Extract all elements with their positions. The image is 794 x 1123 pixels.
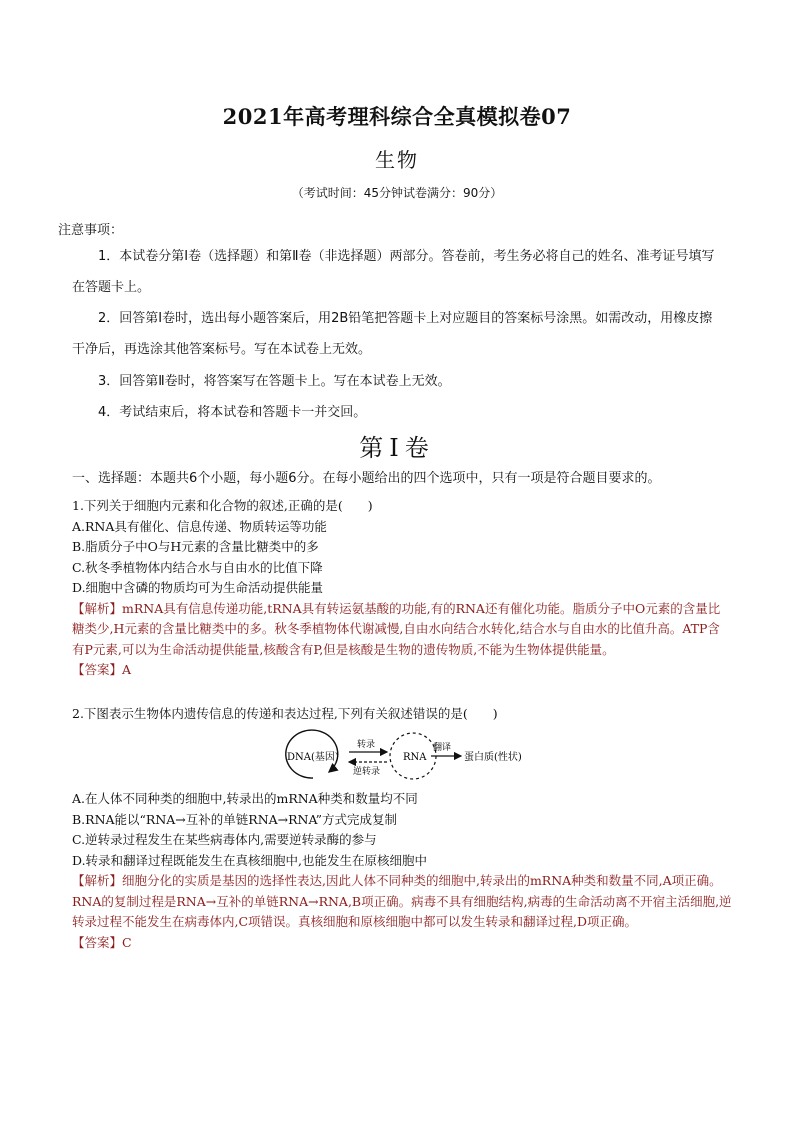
question-stem: 1.下列关于细胞内元素和化合物的叙述,正确的是( ) xyxy=(72,498,373,513)
exam-info: （考试时间：45分钟试卷满分：90分） xyxy=(291,186,503,200)
option-b: B.脂质分子中O与H元素的含量比糖类中的多 xyxy=(72,539,319,554)
dna-label: DNA(基因) xyxy=(287,752,339,763)
notice-item-4: 4．考试结束后，将本试卷和答题卡一并交回。 xyxy=(98,405,367,420)
subject-title: 生物 xyxy=(375,148,419,172)
option-c: C.秋冬季植物体内结合水与自由水的比值下降 xyxy=(72,559,323,575)
question-2-options xyxy=(72,789,732,953)
answer: 【答案】A xyxy=(72,662,132,677)
notice-heading: 注意事项： xyxy=(58,223,124,238)
exam-title: 2021年高考理科综合全真模拟卷07 xyxy=(222,104,572,129)
option-a: A.在人体不同种类的细胞中,转录出的mRNA种类和数量均不同 xyxy=(72,791,418,806)
notice-item-1: 1．本试卷分第Ⅰ卷（选择题）和第Ⅱ卷（非选择题）两部分。答卷前，考生务必将自己的姓名、准考证号填写在答题卡上。 xyxy=(72,249,715,295)
section-intro: 一、选择题：本题共6个小题，每小题6分。在每小题给出的四个选项中，只有一项是符合题目要求的。 xyxy=(72,471,661,486)
central-dogma-diagram xyxy=(265,728,535,784)
option-d: D.细胞中含磷的物质均可为生命活动提供能量 xyxy=(72,580,324,595)
answer: 【答案】C xyxy=(72,934,132,950)
analysis: 【解析】细胞分化的实质是基因的选择性表达,因此人体不同种类的细胞中,转录出的mRNA种类和数量不同,A项正确。RNA的复制过程是RNA→互补的单链RNA→RNA,B项正确。病毒不具有细胞结构,病毒的生命活动离不开宿主活细胞,逆转录过程不能发生在病毒体内,C项错误。真核细胞和原核细胞中都可以发生转录和翻译过程,D项正确。 xyxy=(72,873,732,929)
option-a: A.RNA具有催化、信息传递、物质转运等功能 xyxy=(72,518,327,534)
notice-item-3: 3．回答第Ⅱ卷时，将答案写在答题卡上。写在本试卷上无效。 xyxy=(98,374,451,389)
transcription-label: 转录 xyxy=(357,740,376,750)
analysis: 【解析】mRNA具有信息传递功能,tRNA具有转运氨基酸的功能,有的RNA还有催化功能。脂质分子中O元素的含量比糖类少,H元素的含量比糖类中的多。秋冬季植物体代谢减慢,自由水向结合水转化,结合水与自由水的比值升高。ATP含有P元素,可以为生命活动提供能量,核酸含有P,但是核酸是生物的遗传物质,不能为生物体提供能量。 xyxy=(72,600,721,657)
rna-label: RNA xyxy=(403,752,427,763)
option-c: C.逆转录过程发生在某些病毒体内,需要逆转录酶的参与 xyxy=(72,832,377,847)
option-b: B.RNA能以“RNA→互补的单链RNA→RNA”方式完成复制 xyxy=(72,811,398,827)
reverse-transcription-label: 逆转录 xyxy=(353,767,381,777)
notice-item-2: 2．回答第Ⅰ卷时，选出每小题答案后，用2B铅笔把答题卡上对应题目的答案标号涂黑。如需改动，用橡皮擦干净后，再选涂其他答案标号。写在本试卷上无效。 xyxy=(72,311,713,357)
question-2 xyxy=(72,704,732,725)
volume-title: 第Ⅰ卷 xyxy=(359,434,435,462)
question-stem: 2.下图表示生物体内遗传信息的传递和表达过程,下列有关叙述错误的是( ) xyxy=(72,706,498,721)
option-d: D.转录和翻译过程既能发生在真核细胞中,也能发生在原核细胞中 xyxy=(72,852,428,868)
question-1 xyxy=(72,496,732,681)
translation-label: 翻译 xyxy=(433,743,452,753)
protein-label: 蛋白质(性状) xyxy=(464,752,522,763)
